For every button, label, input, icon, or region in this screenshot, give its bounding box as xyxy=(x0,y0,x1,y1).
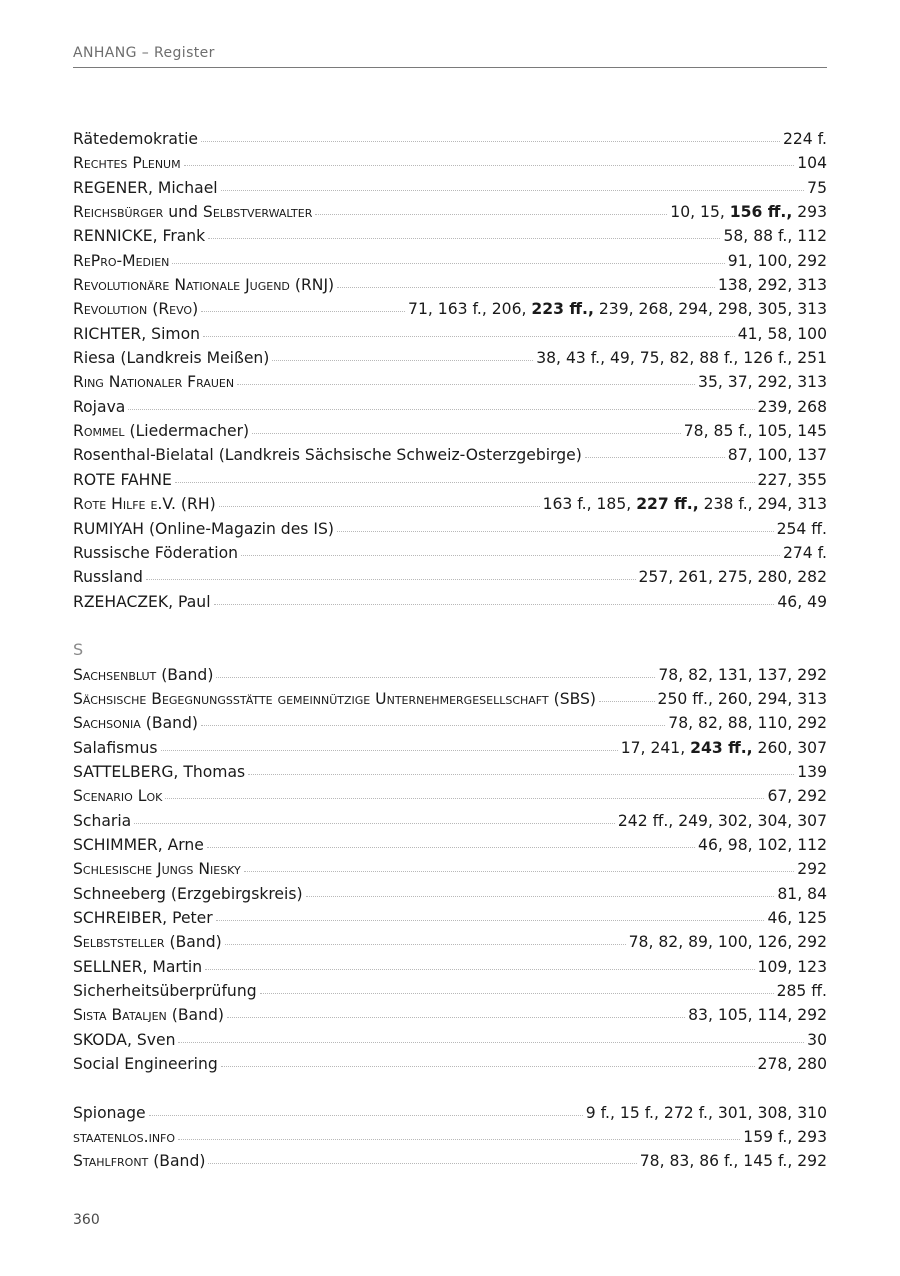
index-entry xyxy=(73,979,827,1003)
index-entry xyxy=(73,882,827,906)
entry-term xyxy=(73,127,198,151)
text-segment: 17, 241, xyxy=(620,738,691,757)
dot-leader xyxy=(178,1138,740,1140)
index-entry xyxy=(73,1028,827,1052)
entry-term xyxy=(73,979,257,1003)
text-segment: 41, 58, 100 xyxy=(737,324,827,343)
text-segment: 285 ff. xyxy=(776,982,827,1001)
entry-pages xyxy=(536,346,827,370)
entry-pages xyxy=(718,273,827,297)
dot-leader xyxy=(272,359,533,361)
index-entry xyxy=(73,1149,827,1173)
entry-pages xyxy=(738,322,827,346)
text-segment: (Liedermacher) xyxy=(124,422,250,441)
entry-term xyxy=(73,565,143,589)
dot-leader xyxy=(205,968,754,970)
text-segment: 293 xyxy=(792,203,827,222)
index-register xyxy=(73,127,827,1174)
section-spacer xyxy=(73,1076,827,1100)
entry-pages xyxy=(658,687,827,711)
text-segment: (Band) xyxy=(166,1006,224,1025)
entry-pages xyxy=(629,930,827,954)
dot-leader xyxy=(216,919,765,921)
text-segment: Scenario Lok xyxy=(73,787,163,806)
text-segment: SCHIMMER, Arne xyxy=(73,835,204,854)
entry-pages xyxy=(723,224,827,248)
dot-leader xyxy=(172,262,724,264)
text-segment: Sachsonia xyxy=(73,714,141,733)
index-entry xyxy=(73,1125,827,1149)
index-entry xyxy=(73,200,827,224)
text-segment: (Band) xyxy=(148,1152,206,1171)
index-entry xyxy=(73,273,827,297)
entry-pages xyxy=(639,565,827,589)
entry-pages xyxy=(777,979,827,1003)
index-entry xyxy=(73,517,827,541)
text-segment: (SBS) xyxy=(548,689,597,708)
index-entry xyxy=(73,127,827,151)
dot-leader xyxy=(337,530,774,532)
text-segment: Russische Föderation xyxy=(73,543,239,562)
text-segment: SCHREIBER, Peter xyxy=(73,909,213,927)
index-entry xyxy=(73,176,827,200)
entry-pages xyxy=(807,176,827,200)
text-segment: 227, 355 xyxy=(757,470,827,489)
entry-term xyxy=(73,857,241,881)
text-segment: 67, 292 xyxy=(767,787,827,806)
dot-leader xyxy=(165,797,764,799)
dot-leader xyxy=(184,164,795,166)
index-entry xyxy=(73,1052,827,1076)
entry-pages xyxy=(698,370,827,394)
text-segment: Schlesische Jungs Niesky xyxy=(73,860,241,879)
text-segment: 227 ff., xyxy=(636,495,699,514)
dot-leader xyxy=(599,700,655,702)
text-segment: Rätedemokratie xyxy=(73,130,199,148)
text-segment: 238 f., 294, 313 xyxy=(698,495,827,514)
text-segment: staatenlos.info xyxy=(73,1128,176,1147)
index-entry xyxy=(73,955,827,979)
dot-leader xyxy=(149,1114,583,1116)
text-segment: 46, 49 xyxy=(777,592,827,611)
entry-term xyxy=(73,1149,205,1173)
entry-pages xyxy=(767,906,827,930)
entry-term xyxy=(73,955,202,979)
entry-pages xyxy=(640,1149,827,1173)
text-segment: 139 xyxy=(797,762,827,781)
entry-term xyxy=(73,760,245,784)
text-segment: 87, 100, 137 xyxy=(727,446,827,465)
dot-leader xyxy=(203,335,735,337)
entry-term xyxy=(73,468,172,492)
entry-pages xyxy=(797,857,827,881)
index-entry xyxy=(73,249,827,273)
dot-leader xyxy=(208,237,720,239)
text-segment: 239, 268 xyxy=(757,397,827,416)
dot-leader xyxy=(244,870,795,872)
entry-term xyxy=(73,1052,218,1076)
entry-term xyxy=(73,809,131,833)
dot-leader xyxy=(315,213,667,215)
index-entry xyxy=(73,346,827,370)
text-segment: Salafismus xyxy=(73,738,158,757)
entry-term xyxy=(73,541,238,565)
entry-term xyxy=(73,249,169,273)
entry-term xyxy=(73,200,312,224)
dot-leader xyxy=(252,432,681,434)
entry-term xyxy=(73,346,269,370)
index-entry xyxy=(73,565,827,589)
index-entry xyxy=(73,297,827,321)
text-segment: 71, 163 f., 206, xyxy=(408,300,532,319)
text-segment: Rommel xyxy=(73,422,125,441)
dot-leader xyxy=(241,554,780,556)
entry-term xyxy=(73,517,334,541)
dot-leader xyxy=(146,578,636,580)
text-segment: 109, 123 xyxy=(757,957,827,976)
text-segment: 242 ff., 249, 302, 304, 307 xyxy=(617,811,827,830)
dot-leader xyxy=(219,505,540,507)
text-segment: ( xyxy=(147,300,159,319)
dot-leader xyxy=(585,456,725,458)
dot-leader xyxy=(134,822,615,824)
index-entry xyxy=(73,370,827,394)
text-segment: 292 xyxy=(797,860,827,879)
text-segment: Sicherheitsüberprüfung xyxy=(73,982,257,1001)
text-segment: 46, 98, 102, 112 xyxy=(698,835,827,854)
entry-pages xyxy=(688,1003,827,1027)
index-entry xyxy=(73,784,827,808)
text-segment: 81, 84 xyxy=(777,884,827,903)
index-entry xyxy=(73,760,827,784)
entry-pages xyxy=(777,517,827,541)
entry-pages xyxy=(767,784,827,808)
text-segment: (Band) xyxy=(164,933,222,952)
text-segment: (Band) xyxy=(156,665,214,684)
entry-pages xyxy=(777,882,827,906)
entry-term xyxy=(73,1028,175,1052)
dot-leader xyxy=(221,189,805,191)
header-rule xyxy=(73,67,827,68)
text-segment: SKODA, Sven xyxy=(73,1030,176,1049)
text-segment: 104 xyxy=(797,154,827,173)
text-segment: 46, 125 xyxy=(767,909,827,927)
entry-pages xyxy=(728,443,827,467)
index-entry xyxy=(73,663,827,687)
index-entry xyxy=(73,1003,827,1027)
text-segment: Selbststeller xyxy=(73,933,165,952)
text-segment: V. (RH) xyxy=(162,495,216,514)
dot-leader xyxy=(216,676,655,678)
entry-pages xyxy=(621,736,827,760)
page-number: 360 xyxy=(73,1212,100,1228)
text-segment: RENNICKE, Frank xyxy=(73,227,206,246)
entry-term xyxy=(73,711,198,735)
running-header: ANHANG – Register xyxy=(73,45,215,61)
text-segment: 91, 100, 292 xyxy=(727,251,827,270)
text-segment: Scharia xyxy=(73,811,132,830)
entry-pages xyxy=(758,955,827,979)
text-segment: 75 xyxy=(807,178,827,197)
index-entry xyxy=(73,906,827,930)
text-segment: SELLNER, Martin xyxy=(73,957,203,976)
text-segment: (RNJ) xyxy=(289,276,335,295)
text-segment: 78, 83, 86 f., 145 f., 292 xyxy=(639,1152,827,1171)
dot-leader xyxy=(221,1065,755,1067)
text-segment: 78, 82, 88, 110, 292 xyxy=(668,714,827,733)
entry-term xyxy=(73,1101,146,1125)
entry-term xyxy=(73,395,125,419)
text-segment: Social Engineering xyxy=(73,1055,218,1074)
entry-pages xyxy=(543,492,827,516)
entry-term xyxy=(73,419,249,443)
entry-pages xyxy=(618,809,827,833)
entry-term xyxy=(73,297,198,321)
dot-leader xyxy=(175,481,755,483)
text-segment: Russland xyxy=(73,568,143,587)
entry-term xyxy=(73,784,162,808)
dot-leader xyxy=(214,603,775,605)
text-segment: RICHTER, Simon xyxy=(73,324,201,343)
index-entry xyxy=(73,468,827,492)
dot-leader xyxy=(201,310,405,312)
text-segment: RUMIYAH (Online-Magazin des IS) xyxy=(73,519,334,538)
index-entry xyxy=(73,687,827,711)
entry-term xyxy=(73,492,216,516)
index-entry xyxy=(73,443,827,467)
text-segment: 78, 85 f., 105, 145 xyxy=(683,422,827,441)
dot-leader xyxy=(337,286,715,288)
entry-pages xyxy=(758,1052,827,1076)
index-entry xyxy=(73,322,827,346)
dot-leader xyxy=(178,1041,804,1043)
text-segment: Revolution xyxy=(73,300,148,319)
entry-term xyxy=(73,151,181,175)
index-entry xyxy=(73,224,827,248)
index-entry xyxy=(73,833,827,857)
entry-term xyxy=(73,1125,175,1149)
section-spacer xyxy=(73,614,827,638)
text-segment: 30 xyxy=(807,1030,827,1049)
entry-pages xyxy=(684,419,827,443)
dot-leader xyxy=(208,1162,636,1164)
dot-leader xyxy=(225,943,626,945)
dot-leader xyxy=(306,895,775,897)
dot-leader xyxy=(207,846,695,848)
index-entry xyxy=(73,711,827,735)
text-segment: Revolutionäre Nationale Jugend xyxy=(73,276,290,295)
text-segment: Ring Nationaler Frauen xyxy=(73,373,235,392)
text-segment: 138, 292, 313 xyxy=(717,276,827,295)
entry-pages xyxy=(783,127,827,151)
text-segment: Sächsische Begegnungsstätte gemeinnützige Unternehmergesellschaft xyxy=(73,689,549,708)
text-segment: 254 ff. xyxy=(776,519,827,538)
index-entry xyxy=(73,857,827,881)
text-segment: Rojava xyxy=(73,397,126,416)
dot-leader xyxy=(260,992,774,994)
entry-pages xyxy=(797,760,827,784)
text-segment: und xyxy=(163,203,203,222)
text-segment: 243 ff., xyxy=(690,738,753,757)
entry-pages xyxy=(743,1125,827,1149)
entry-pages xyxy=(797,151,827,175)
entry-pages xyxy=(783,541,827,565)
index-entry xyxy=(73,395,827,419)
text-segment: 78, 82, 131, 137, 292 xyxy=(658,665,827,684)
text-segment: 274 f. xyxy=(782,543,827,562)
entry-term xyxy=(73,224,205,248)
text-segment: 58, 88 f., 112 xyxy=(723,227,827,246)
text-segment: (Band) xyxy=(140,714,198,733)
entry-pages xyxy=(586,1101,827,1125)
entry-term xyxy=(73,176,218,200)
text-segment: 223 ff., xyxy=(531,300,594,319)
entry-term xyxy=(73,906,213,930)
text-segment: 156 ff., xyxy=(729,203,793,222)
dot-leader xyxy=(201,724,665,726)
index-entry xyxy=(73,736,827,760)
text-segment: Reichsbürger xyxy=(73,203,164,222)
index-entry xyxy=(73,930,827,954)
index-entry xyxy=(73,541,827,565)
entry-pages xyxy=(728,249,827,273)
entry-pages xyxy=(658,663,827,687)
text-segment: 224 f. xyxy=(782,130,827,148)
entry-term xyxy=(73,882,303,906)
dot-leader xyxy=(128,408,754,410)
entry-pages xyxy=(758,468,827,492)
entry-pages xyxy=(758,395,827,419)
text-segment: Rosenthal-Bielatal (Landkreis Sächsische Schweiz-Osterzgebirge) xyxy=(73,446,582,465)
text-segment: 83, 105, 114, 292 xyxy=(688,1006,827,1025)
entry-term xyxy=(73,930,222,954)
dot-leader xyxy=(248,773,794,775)
text-segment: REGENER, Michael xyxy=(73,178,218,197)
index-entry xyxy=(73,492,827,516)
text-segment: Schneeberg (Erzgebirgskreis) xyxy=(73,884,303,903)
text-segment: Stahlfront xyxy=(73,1152,149,1171)
index-entry xyxy=(73,809,827,833)
entry-term xyxy=(73,687,596,711)
entry-term xyxy=(73,1003,224,1027)
text-segment: 257, 261, 275, 280, 282 xyxy=(638,568,827,587)
text-segment: Rote Hilfe e. xyxy=(73,495,163,514)
text-segment: Revo xyxy=(158,300,193,319)
text-segment: 159 f., 293 xyxy=(743,1128,827,1147)
text-segment: 260, 307 xyxy=(752,738,827,757)
entry-term xyxy=(73,273,334,297)
entry-term xyxy=(73,663,213,687)
text-segment: 278, 280 xyxy=(757,1055,827,1074)
dot-leader xyxy=(227,1016,685,1018)
entry-term xyxy=(73,736,158,760)
entry-pages xyxy=(668,711,827,735)
section-letter: S xyxy=(73,640,84,660)
entry-pages xyxy=(408,297,827,321)
text-segment: 35, 37, 292, 313 xyxy=(698,373,827,392)
index-entry xyxy=(73,590,827,614)
entry-term xyxy=(73,322,200,346)
text-segment: 163 f., 185, xyxy=(542,495,637,514)
entry-pages xyxy=(777,590,827,614)
dot-leader xyxy=(161,749,618,751)
text-segment: RZEHACZEK, Paul xyxy=(73,592,211,611)
text-segment: Sachsenblut xyxy=(73,665,157,684)
index-entry xyxy=(73,1101,827,1125)
text-segment: Spionage xyxy=(73,1103,146,1122)
text-segment: Rechtes Plenum xyxy=(73,154,181,173)
text-segment: 38, 43 f., 49, 75, 82, 88 f., 126 f., 251 xyxy=(536,349,827,368)
text-segment: Selbstverwalter xyxy=(202,203,313,222)
dot-leader xyxy=(201,140,780,142)
entry-term xyxy=(73,370,234,394)
entry-term xyxy=(73,590,211,614)
text-segment: 250 ff., 260, 294, 313 xyxy=(657,689,827,708)
text-segment: Riesa (Landkreis Meißen) xyxy=(73,349,270,368)
dot-leader xyxy=(237,383,695,385)
text-segment: Sista Bataljen xyxy=(73,1006,167,1025)
text-segment: 78, 82, 89, 100, 126, 292 xyxy=(628,933,827,952)
text-segment: ROTE FAHNE xyxy=(73,470,172,489)
text-segment: SATTELBERG, Thomas xyxy=(73,762,246,781)
text-segment: 239, 268, 294, 298, 305, 313 xyxy=(593,300,827,319)
entry-term xyxy=(73,443,582,467)
entry-pages xyxy=(807,1028,827,1052)
entry-term xyxy=(73,833,204,857)
index-entry xyxy=(73,419,827,443)
entry-pages xyxy=(698,833,827,857)
text-segment: RePro-Medien xyxy=(73,251,170,270)
text-segment: 10, 15, xyxy=(670,203,730,222)
index-entry xyxy=(73,151,827,175)
text-segment: 9 f., 15 f., 272 f., 301, 308, 310 xyxy=(585,1103,827,1122)
entry-pages xyxy=(670,200,827,224)
text-segment: ) xyxy=(192,300,199,319)
